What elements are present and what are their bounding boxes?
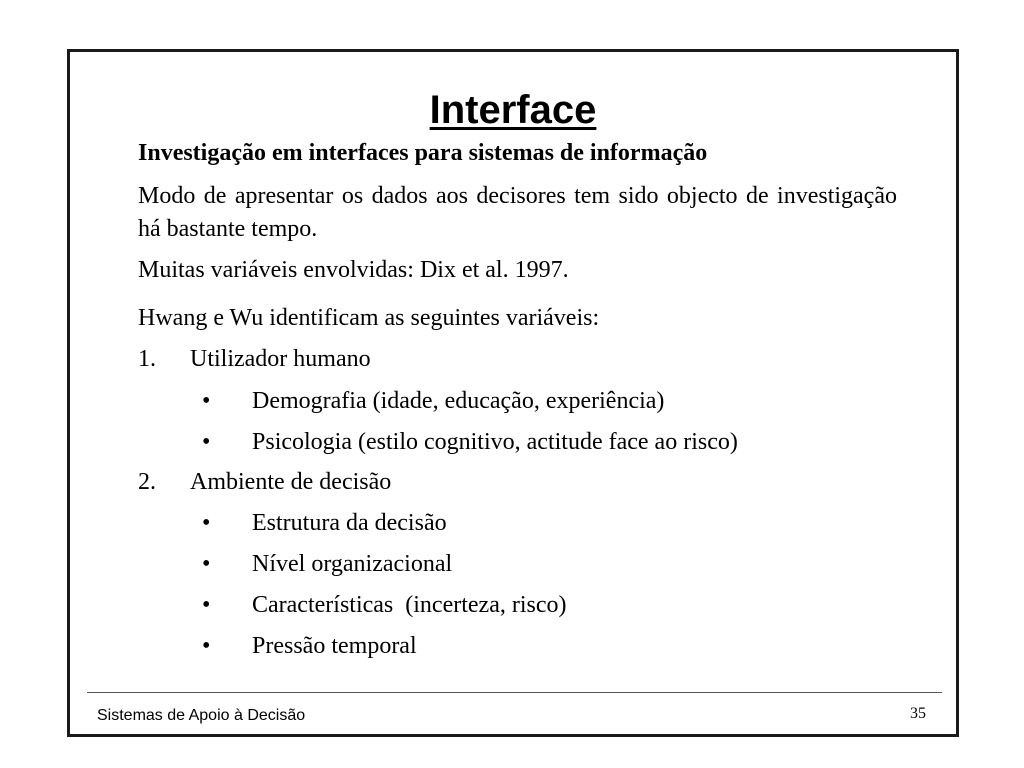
- paragraph-presentation: Modo de apresentar os dados aos decisores tem sido objecto de investigação há bastante tempo.: [138, 183, 897, 242]
- list-number: 1.: [138, 346, 156, 372]
- bullet-text: Nível organizacional: [252, 551, 453, 577]
- bullet-icon: •: [202, 592, 211, 618]
- list-label: Ambiente de decisão: [190, 469, 392, 495]
- paragraph-variables: Muitas variáveis envolvidas: Dix et al. 1997.: [138, 257, 569, 283]
- bullet-text: Psicologia (estilo cognitivo, actitude face ao risco): [252, 429, 738, 455]
- bullet-text: Demografia (idade, educação, experiência): [252, 388, 665, 414]
- slide-frame: [67, 49, 959, 737]
- footer-page-number: 35: [910, 705, 926, 722]
- bullet-text: Pressão temporal: [252, 633, 417, 659]
- footer-divider: [87, 692, 942, 693]
- list-label: Utilizador humano: [190, 346, 371, 372]
- paragraph-hwang-wu: Hwang e Wu identificam as seguintes variáveis:: [138, 305, 600, 331]
- bullet-icon: •: [202, 510, 211, 536]
- slide-title: Interface: [429, 88, 597, 132]
- footer-course-name: Sistemas de Apoio à Decisão: [97, 707, 306, 724]
- bullet-icon: •: [202, 551, 211, 577]
- bullet-icon: •: [202, 633, 211, 659]
- bullet-icon: •: [202, 429, 211, 455]
- bullet-text: Estrutura da decisão: [252, 510, 447, 536]
- bullet-icon: •: [202, 388, 211, 414]
- slide-subheading: Investigação em interfaces para sistemas de informação: [138, 140, 708, 166]
- bullet-text: Características (incerteza, risco): [252, 592, 567, 618]
- list-number: 2.: [138, 469, 156, 495]
